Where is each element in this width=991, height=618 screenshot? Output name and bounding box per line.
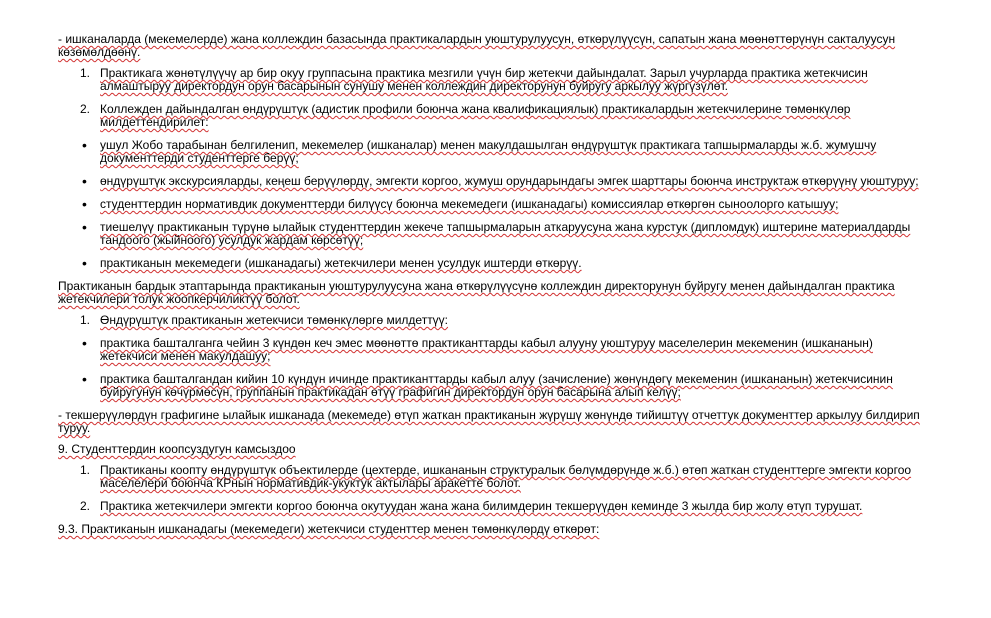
section-heading-text: 9. Студенттердин коопсуздугун камсыздоо	[58, 442, 296, 456]
section-heading	[58, 443, 931, 456]
list-item-text: Практиканы коопту өндүрүштүк объектилерде (цехтерде, ишкананын структуралык бөлүмдөрүндө ж.б.) өтөп жаткан студенттерге эмгекти коргоо маселелери боюнча КРнын нормативдик-укуктук актылары аракетте болот.	[100, 463, 912, 490]
bullet-icon: •	[82, 371, 87, 387]
bullet-item	[58, 373, 931, 399]
list-number: 1.	[80, 66, 91, 80]
bullet-item	[58, 221, 931, 247]
bullet-icon: •	[82, 255, 87, 271]
paragraph	[58, 33, 931, 59]
list-item-text: Практика жетекчилери эмгекти коргоо боюнча окутуудан жана жана билимдерин текшерүүдөн кеминде 3 жылда бир жолу өтүп турушат.	[100, 499, 863, 513]
list-number: 2.	[80, 499, 91, 513]
bullet-item	[58, 139, 931, 165]
list-item-text: практиканын мекемедеги (ишканадагы) жетекчилери менен усулдук иштерди өткөрүү.	[100, 256, 582, 270]
list-item-text: өндүрүштүк экскурсияларды, кеңеш берүүлөрдү, эмгекти коргоо, жумуш орундарындагы эмгек шарттары боюнча инструктаж өткөрүүнү уюштуруу;	[100, 174, 919, 188]
bullet-icon: •	[82, 196, 87, 212]
list-item-text: Өндүрүштүк практиканын жетекчиси төмөнкүлөргө милдеттүү:	[100, 313, 449, 327]
list-item-text: студенттердин нормативдик документтерди билүүсү боюнча мекемедеги (ишканадагы) комиссиялар өткөргөн сыноолорго катышуу;	[100, 197, 839, 211]
bullet-icon: •	[82, 173, 87, 189]
list-item-text: практика башталгандан кийин 10 күндүн ичинде практиканттарды кабыл алуу (зачисление) жөнүндөгү мекеменин (ишкананын) жетекчисинин буйругунун көчүрмөсүн, группанын практикадан өтүү графигин директордун орун басарына алып келүү;	[100, 372, 893, 399]
numbered-item	[58, 103, 931, 129]
paragraph-text: Практиканын бардык этаптарында практиканын уюштурулуусуна жана өткөрүлүүсүнө коллеждин директорунун буйругу менен дайындалган практика жетекчилери толук жоопкерчиликтүү болот.	[58, 279, 895, 306]
bullet-item	[58, 337, 931, 363]
paragraph-text: - текшерүүлөрдүн графигине ылайык ишканада (мекемеде) өтүп жаткан практиканын жүрүшү жөнүндө тийиштүү отчеттук документтер аркылуу билдирип туруу.	[58, 408, 920, 435]
numbered-item	[58, 314, 931, 327]
list-item-text: ушул Жобо тарабынан белгиленип, мекемелер (ишканалар) менен макулдашылган өндүрүштүк практикага тапшырмаларды ж.б. жумушчу документтерди студенттерге берүү;	[100, 138, 877, 165]
numbered-item	[58, 464, 931, 490]
numbered-item	[58, 500, 931, 513]
paragraph	[58, 409, 931, 435]
paragraph-text: - ишканаларда (мекемелерде) жана коллеждин базасында практикалардын уюштурулуусун, өткөрүлүүсүн, сапатын жана мөөнөттөрүнүн сакталуусун көзөмөлдөөнү.	[58, 32, 896, 59]
bullet-item	[58, 175, 931, 188]
list-number: 2.	[80, 102, 91, 116]
list-item-text: Коллежден дайындалган өндүрүштүк (адистик профили боюнча жана квалификациялык) практикалардын жетекчилерине төмөнкүлөр милдеттендирилет:	[100, 102, 851, 129]
numbered-item	[58, 67, 931, 93]
list-item-text: Практикага жөнөтүлүүчү ар бир окуу группасына практика мезгили үчүн бир жетекчи дайындалат. Зарыл учурларда практика жетекчисин алмаштыруу директордун орун басарынын сунушу менен коллеждин директорунун буйругу аркылуу жүргүзүлөт.	[100, 66, 868, 93]
bullet-icon: •	[82, 335, 87, 351]
list-number: 1.	[80, 313, 91, 327]
bullet-item	[58, 198, 931, 211]
paragraph-text: 9.3. Практиканын ишканадагы (мекемедеги) жетекчиси студенттер менен төмөнкүлөрдү өткөрөт:	[58, 522, 600, 536]
bullet-icon: •	[82, 219, 87, 235]
list-number: 1.	[80, 463, 91, 477]
list-item-text: тиешелүү практиканын түрүнө ылайык студенттердин жекече тапшырмаларын аткаруусуна жана курстук (дипломдук) иштерине материалдарды тандоого (жыйноого) усулдук жардам көрсөтүү;	[100, 220, 911, 247]
bullet-item	[58, 257, 931, 270]
bullet-icon: •	[82, 137, 87, 153]
paragraph	[58, 280, 931, 306]
paragraph	[58, 523, 931, 536]
list-item-text: практика башталганга чейин 3 күндөн кеч эмес мөөнөттө практиканттарды кабыл алууну уюштуруу маселелерин мекеменин (ишкананын) жетекчиси менен макулдашуу;	[100, 336, 873, 363]
